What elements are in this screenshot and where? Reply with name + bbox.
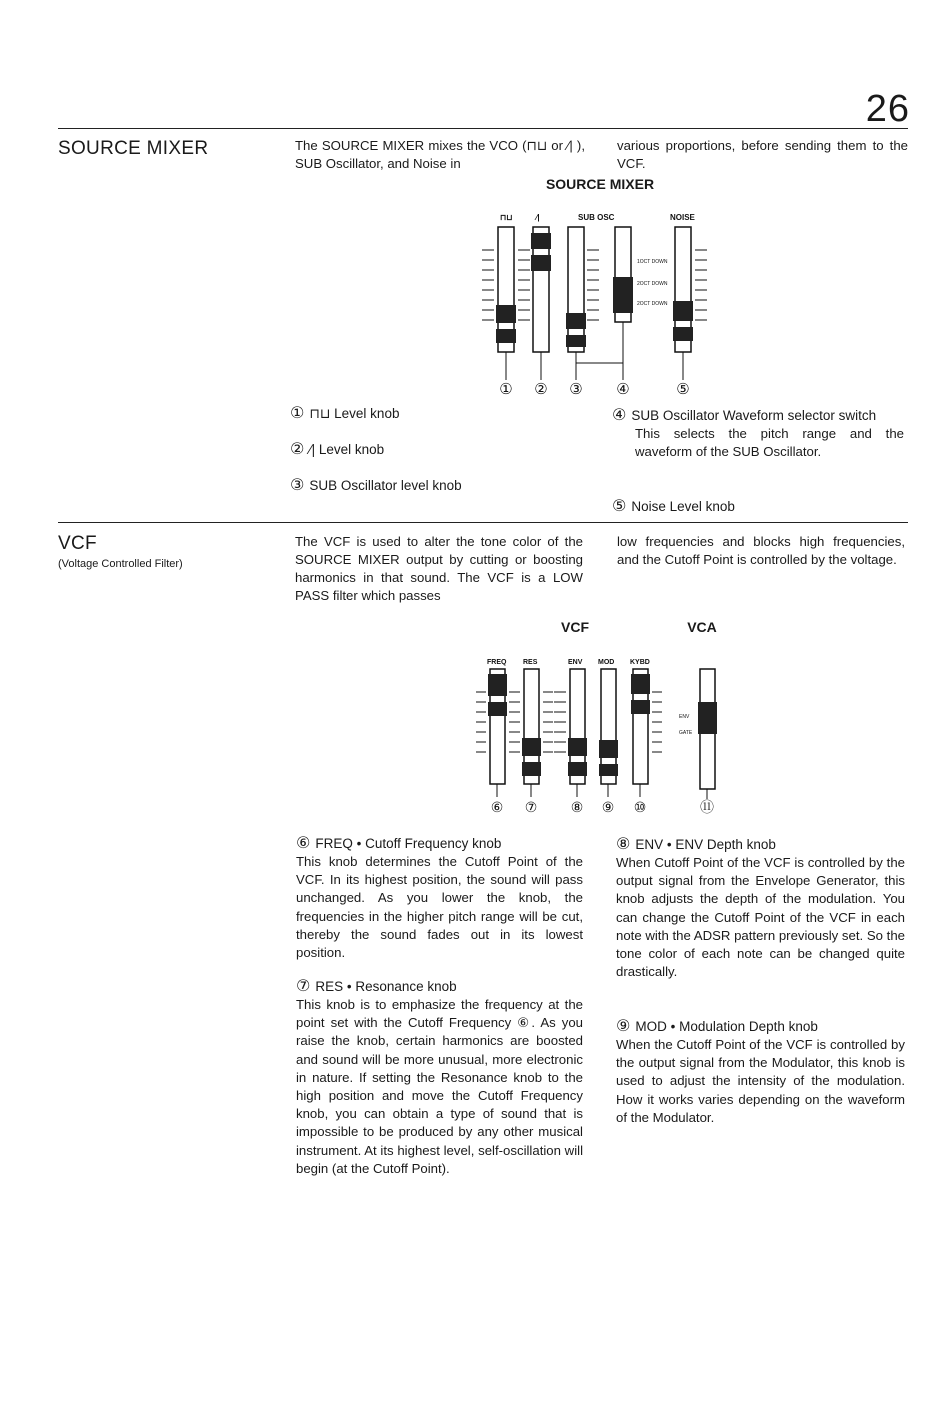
source-mixer-intro-col2: various proportions, before sending them to the VCF. [617,138,908,171]
vcf-knob-8: ⑧ ENV • ENV Depth knob When Cutoff Point of the VCF is controlled by the output signal from the Envelope Generator, this knob adjusts the depth of the modulation. You can change the Cutoff Point of the VCF in each note with the ADSR pattern previously set. So the tone color of each note can be changed quite drastically. [616,836,905,980]
num-6: ⑥ [490,799,504,815]
vcf-subheading: (Voltage Controlled Filter) [58,558,183,570]
vcf-knob-7: ⑦ RES • Resonance knob This knob is to emphasize the frequency at the point set with the Cutoff Frequency ⑥. As you raise the knob, certain harmonics are boosted and sound will be more unusual, more electronic in nature. If setting the Resonance knob to the high position and move the Cutoff Frequency knob, you can obtain a type of sound that is impossible to be produced by any other musical instrument. At its highest level, self-oscillation will begin (at the Cutoff Point). [296,978,583,1176]
source-mixer-intro-col1: The SOURCE MIXER mixes the VCO (⊓⊔ or ⁄| ), SUB Oscillator, and Noise in [295,138,585,171]
oct2-label: 2OCT DOWN [637,281,668,287]
vcf-intro-col1: The VCF is used to alter the tone color of the SOURCE MIXER output by cutting or boosting harmonics in that sound. The VCF is a LOW PASS filter which passes [295,534,583,603]
res-knob [522,738,541,756]
num-8: ⑧ [570,799,584,815]
freq-knob [488,674,507,696]
sub-osc-slider-track [568,227,584,352]
sub-osc-selector-knob [613,277,633,313]
num-4: ④ [616,381,630,398]
source-knob-2: ② ⁄| Level knob [290,441,385,458]
pulse-wave-label: ⊓⊔ [500,213,513,222]
env-label: ENV [568,659,583,666]
res-label: RES [523,659,538,666]
noise-label: NOISE [670,213,695,222]
source-mixer-diagram [470,205,720,400]
mod-knob [599,740,618,758]
sub-osc-level-knob [566,313,586,329]
oct2b-label: 2OCT DOWN [637,301,668,307]
source-knob-1: ① ⊓⊔ Level knob [290,405,400,422]
source-knob-4: ④ SUB Oscillator Waveform selector switch This selects the pitch range and the waveform of the SUB Oscillator. [612,407,904,460]
source-mixer-diagram-title: SOURCE MIXER [545,176,655,192]
vcf-rule [58,522,908,523]
top-rule [58,128,908,129]
kybd-knob [631,674,650,694]
vca-diagram-title: VCA [687,619,717,635]
freq-label: FREQ [487,659,507,666]
noise-level-knob [673,301,693,321]
page-number: 26 [865,88,910,130]
vca-gate-label: GATE [679,730,693,736]
num-9: ⑨ [601,799,615,815]
source-mixer-heading: SOURCE MIXER [58,138,209,159]
num-11: ⑪ [700,799,714,815]
num-2: ② [534,381,548,398]
sub-osc-label: SUB OSC [578,213,615,222]
vcf-heading: VCF [58,533,97,554]
pulse-level-knob [496,305,516,323]
source-knob-5: ⑤ Noise Level knob [612,498,735,515]
saw-level-knob [531,233,551,249]
num-1: ① [499,381,513,398]
vca-env-label: ENV [679,714,690,720]
vcf-knob-9: ⑨ MOD • Modulation Depth knob When the Cutoff Point of the VCF is controlled by the output signal from the Modulator, this knob is used to adjust the intensity of the modulation. How it works varies depending on the waveform of the Modulator. [616,1018,905,1125]
kybd-label: KYBD [630,659,650,666]
num-10: ⑩ [633,799,647,815]
saw-wave-label: ⁄| [536,213,540,222]
vcf-intro-col2: low frequencies and blocks high frequencies, and the Cutoff Point is controlled by the voltage. [617,534,905,567]
num-3: ③ [569,381,583,398]
oct1-label: 1OCT DOWN [637,259,668,265]
vcf-diagram-title: VCF [561,619,589,635]
vcf-diagram [470,652,730,818]
vca-switch-knob [698,702,717,734]
num-5: ⑤ [676,381,690,398]
env-knob [568,738,587,756]
vcf-knob-6: ⑥ FREQ • Cutoff Frequency knob This knob determines the Cutoff Point of the VCF. In its highest position, the sound will pass unchanged. As you lower the knob, the frequencies in the higher pitch range will be cut, thereby the sound fades out in its lowest position. [296,835,583,961]
source-knob-3: ③ SUB Oscillator level knob [290,477,462,494]
num-7: ⑦ [524,799,538,815]
mod-label: MOD [598,659,615,666]
